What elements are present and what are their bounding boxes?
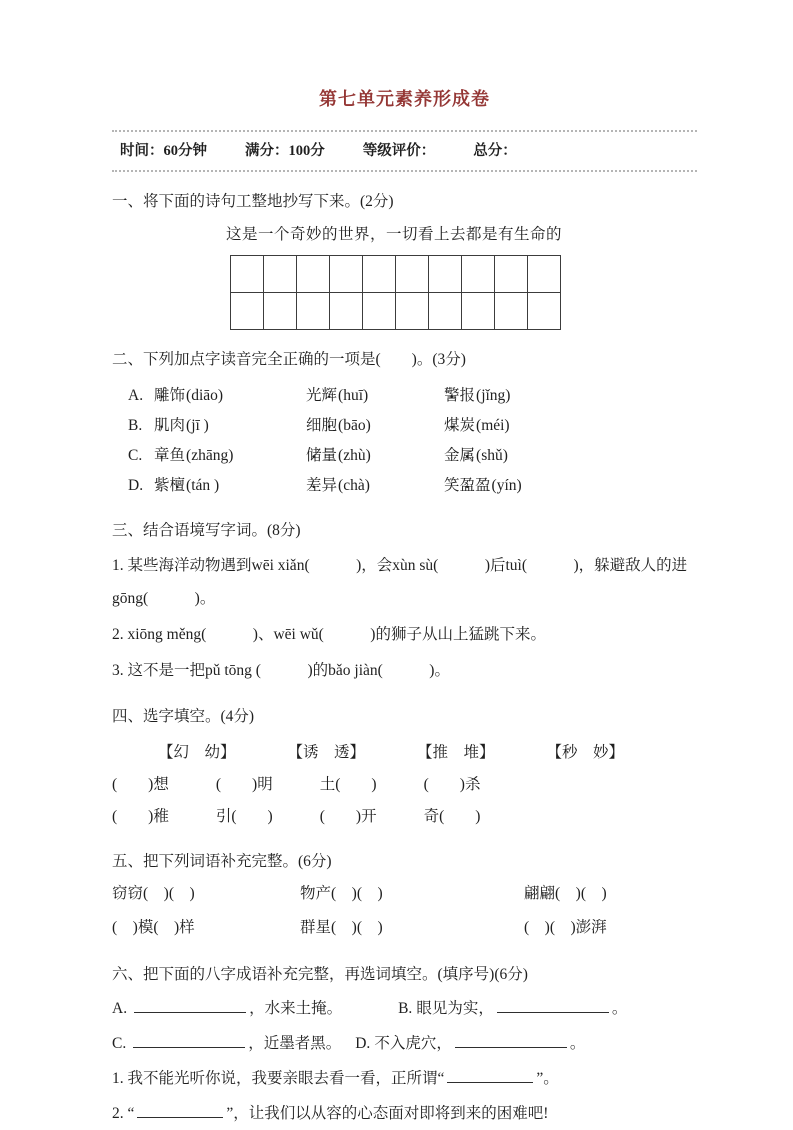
fill1-pre: 1. 我不能光听你说，我要亲眼去看一看，正所谓“: [112, 1070, 445, 1088]
q4-heading: 四、选字填空。(4分): [112, 708, 255, 726]
question-6: [112, 960, 697, 1130]
q1-heading: 一、将下面的诗句工整地抄写下来。(2分): [112, 193, 394, 211]
q4-blank-item: 土( ): [319, 776, 377, 794]
word-with-pinyin: [306, 471, 444, 501]
question-3: [112, 516, 697, 687]
plain-char: 报: [459, 387, 476, 405]
question-5: [112, 847, 697, 945]
q4-blank-item: ( )杀: [423, 776, 481, 794]
copy-grid-cell: [330, 293, 363, 330]
idiom-c-label: C.: [112, 1035, 127, 1053]
word-with-pinyin: [306, 381, 444, 411]
option-label: B.: [128, 417, 143, 435]
dotted-char: 煤 ·: [444, 417, 460, 434]
dotted-char: 胞 ·: [322, 417, 338, 434]
q6-idiom-line-ab: [112, 992, 697, 1025]
copy-grid-cell: [330, 256, 363, 293]
q6-idiom-line-cd: [112, 1027, 697, 1060]
q5-word-item: ( )模( )样: [112, 919, 195, 937]
char-group-1: 【幻 幼】: [158, 744, 236, 762]
q2-option-row: [128, 441, 697, 471]
copy-grid-cell: [264, 293, 297, 330]
q5-heading: 五、把下列词语补充完整。(6分): [112, 853, 332, 871]
info-bar: [112, 132, 697, 170]
copy-grid-cell: [264, 256, 297, 293]
copy-grid: [230, 255, 561, 330]
q5-word-item: ( )( )澎湃: [524, 919, 607, 937]
dotted-char: 章 ·: [154, 447, 170, 464]
copy-grid-cell: [297, 293, 330, 330]
info-grade: 等级评价：: [362, 142, 436, 159]
plain-char: 盈: [475, 477, 491, 495]
word-with-pinyin: [444, 381, 510, 411]
plain-char: 笑: [444, 477, 460, 495]
question-1: [112, 187, 697, 330]
dotted-char: 属 ·: [460, 447, 476, 464]
q4-blank-item: ( )明: [215, 776, 273, 794]
idiom-d-tail: 。: [569, 1035, 586, 1053]
dotted-char: 雕 ·: [154, 387, 170, 404]
dotted-char: 檀 ·: [170, 477, 186, 494]
char-group-3: 【推 堆】: [417, 744, 495, 762]
plain-char: 鱼: [169, 447, 186, 465]
divider-bottom: [112, 170, 697, 172]
q2-options: [112, 381, 697, 501]
dotted-char: 储 ·: [306, 447, 322, 464]
copy-grid-cell: [462, 256, 495, 293]
dotted-char: 警 ·: [444, 387, 460, 404]
pinyin-text: (jǐng): [476, 387, 511, 405]
word-with-pinyin: [444, 441, 508, 471]
copy-grid-cell: [363, 293, 396, 330]
word-with-pinyin: [444, 411, 510, 441]
q3-line-2: 2. xiōng měng( )、wēi wǔ( )的狮子从山上猛跳下来。: [112, 626, 546, 644]
copy-grid-cell: [528, 256, 561, 293]
copy-grid-cell: [429, 293, 462, 330]
idiom-b-lead: 眼见为实，: [416, 1000, 494, 1018]
q4-row-2: [112, 802, 697, 832]
idiom-d-lead: 不入虎穴，: [374, 1035, 452, 1053]
copy-grid-row: [231, 256, 561, 293]
copy-grid-cell: [231, 293, 264, 330]
q4-blank-item: ( )稚: [112, 808, 169, 826]
pinyin-text: (chà): [338, 477, 370, 495]
pinyin-text: (shǔ): [476, 447, 508, 465]
word-with-pinyin: [154, 411, 306, 441]
q3-heading: 三、结合语境写字词。(8分): [112, 522, 301, 540]
fill2-blank: [137, 1103, 223, 1118]
q3-line-1: 1. 某些海洋动物遇到wēi xiǎn( )，会xùn sù( )后tuì( )，躲避敌人的进gōng( )。: [112, 557, 688, 608]
fill2-post: ”，让我们以从容的心态面对即将到来的困难吧!: [226, 1105, 549, 1123]
plain-char: 金: [444, 447, 460, 465]
word-with-pinyin: [154, 471, 306, 501]
pinyin-text: (tán ): [186, 477, 220, 495]
pinyin-text: (zhù): [338, 447, 371, 465]
info-total: 总分：: [473, 142, 517, 159]
q6-fill-line-1: [112, 1062, 697, 1095]
plain-char: 细: [306, 417, 322, 435]
q2-option-row: [128, 411, 697, 441]
copy-grid-cell: [462, 293, 495, 330]
plain-char: 肉: [169, 417, 186, 435]
fill1-post: ”。: [536, 1070, 559, 1088]
copy-grid-cell: [495, 293, 528, 330]
idiom-b-label: B.: [398, 1000, 413, 1018]
idiom-d-blank: [455, 1033, 567, 1048]
option-label: C.: [128, 447, 143, 465]
q4-row-1: [112, 770, 697, 800]
pinyin-text: (bāo): [338, 417, 371, 435]
fill2-pre: 2. “: [112, 1105, 135, 1123]
pinyin-text: (yín): [491, 477, 522, 495]
char-group-2: 【诱 透】: [287, 744, 366, 762]
q4-blank-item: ( )想: [112, 776, 169, 794]
plain-char: 紫: [154, 477, 170, 495]
copy-grid-cell: [363, 256, 396, 293]
pinyin-text: (jī ): [186, 417, 209, 435]
q2-option-row: [128, 381, 697, 411]
idiom-b-tail: 。: [611, 1000, 628, 1018]
q5-word-item: 翩翩( )( ): [524, 885, 607, 903]
copy-grid-cell: [396, 293, 429, 330]
pinyin-text: (zhāng): [186, 447, 234, 465]
question-2: [112, 345, 697, 501]
word-with-pinyin: [154, 441, 306, 471]
q5-row-1: [112, 877, 697, 911]
copy-grid-body: [231, 256, 561, 330]
q4-blank-item: 奇( ): [423, 808, 481, 826]
info-time: 时间：60分钟: [120, 142, 207, 159]
dotted-char: 肌 ·: [154, 417, 170, 434]
option-label: A.: [128, 387, 144, 405]
dotted-char: 辉 ·: [322, 387, 338, 404]
copy-grid-cell: [396, 256, 429, 293]
copy-grid-row: [231, 293, 561, 330]
q5-row-2: [112, 911, 697, 945]
q4-blank-item: ( )开: [319, 808, 377, 826]
idiom-a-blank: [134, 998, 246, 1013]
q6-fill-line-2: [112, 1097, 697, 1130]
plain-char: 光: [306, 387, 322, 405]
pinyin-text: (diāo): [186, 387, 224, 405]
plain-char: 炭: [459, 417, 476, 435]
option-label: D.: [128, 477, 144, 495]
idiom-a-label: A.: [112, 1000, 128, 1018]
q1-sentence: 这是一个奇妙的世界，一切看上去都是有生命的: [226, 226, 563, 244]
word-with-pinyin: [306, 411, 444, 441]
plain-char: 饰: [169, 387, 186, 405]
idiom-b-blank: [497, 998, 609, 1013]
q5-word-item: 物产( )( ): [300, 885, 383, 903]
word-with-pinyin: [154, 381, 306, 411]
plain-char: 异: [321, 477, 338, 495]
idiom-c-tail: ，近墨者黑。: [248, 1035, 342, 1053]
copy-grid-cell: [528, 293, 561, 330]
q4-char-groups: [112, 738, 697, 768]
char-group-4: 【秒 妙】: [546, 744, 625, 762]
idiom-a-tail: ，水来土掩。: [249, 1000, 343, 1018]
question-4: [112, 702, 697, 832]
pinyin-text: (huī): [338, 387, 369, 405]
word-with-pinyin: [444, 471, 522, 501]
q5-word-item: 窃窃( )( ): [112, 885, 195, 903]
q4-blank-item: 引( ): [215, 808, 273, 826]
copy-grid-cell: [495, 256, 528, 293]
dotted-char: 盈 ·: [460, 477, 476, 494]
idiom-c-blank: [133, 1033, 245, 1048]
copy-grid-cell: [429, 256, 462, 293]
word-with-pinyin: [306, 441, 444, 471]
page-title: 第七单元素养形成卷: [319, 89, 490, 109]
q5-word-item: 群星( )( ): [300, 919, 383, 937]
fill1-blank: [447, 1068, 533, 1083]
copy-grid-cell: [231, 256, 264, 293]
copy-grid-cell: [297, 256, 330, 293]
plain-char: 量: [321, 447, 338, 465]
pinyin-text: (méi): [476, 417, 510, 435]
dotted-char: 差 ·: [306, 477, 322, 494]
idiom-d-label: D.: [355, 1035, 371, 1053]
q3-line-3: 3. 这不是一把pǔ tōng ( )的bǎo jiàn( )。: [112, 662, 450, 680]
q2-heading: 二、下列加点字读音完全正确的一项是( )。(3分): [112, 351, 466, 369]
q6-heading: 六、把下面的八字成语补充完整，再选词填空。(填序号)(6分): [112, 966, 528, 984]
q2-option-row: [128, 471, 697, 501]
info-score: 满分：100分: [245, 142, 325, 159]
